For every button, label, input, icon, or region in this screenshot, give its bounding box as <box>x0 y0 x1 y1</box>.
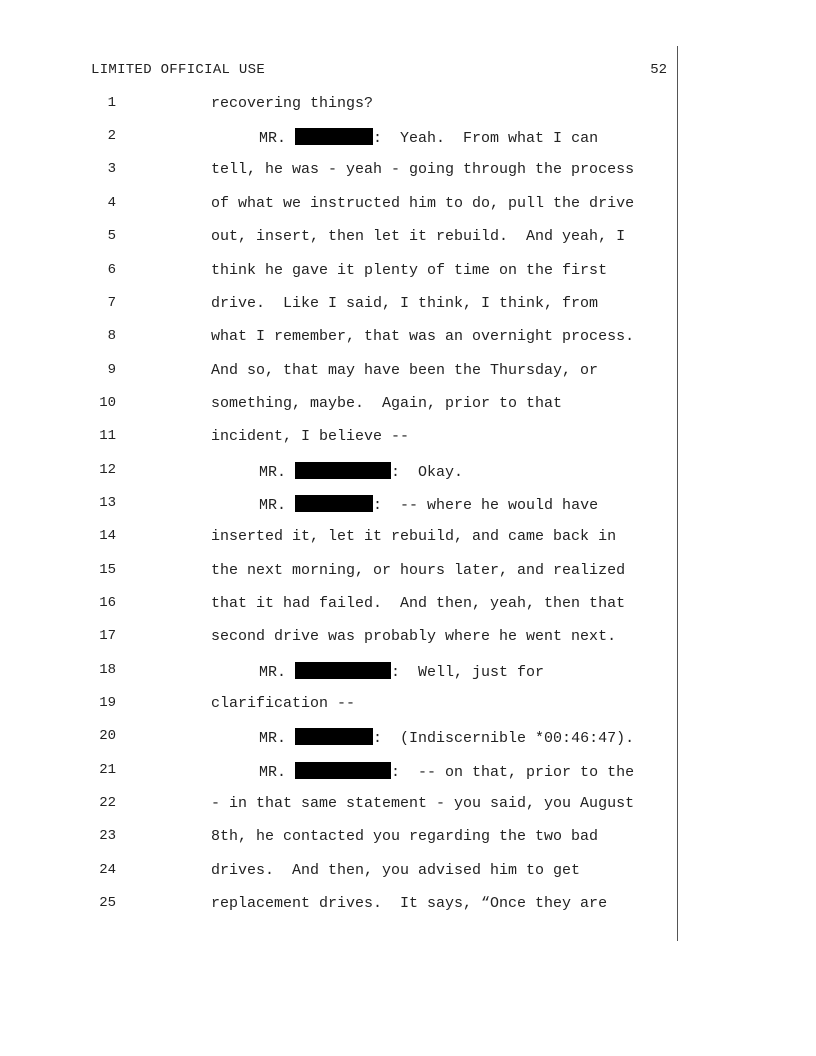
redaction-box <box>295 762 391 779</box>
speaker-line <box>259 128 598 147</box>
line-number: 6 <box>107 262 116 278</box>
speaker-prefix: MR. <box>259 764 287 781</box>
transcript-line <box>0 895 816 915</box>
line-text: incident, I believe -- <box>211 428 410 445</box>
line-number: 2 <box>107 128 116 144</box>
line-number: 5 <box>107 228 116 244</box>
line-text: clarification -- <box>211 695 356 712</box>
transcript-line <box>0 728 816 748</box>
transcript-line <box>0 695 816 715</box>
transcript-line <box>0 828 816 848</box>
line-text: inserted it, let it rebuild, and came back in <box>211 528 617 545</box>
line-text: tell, he was - yeah - going through the process <box>211 161 635 178</box>
line-number: 17 <box>99 628 116 644</box>
transcript-line <box>0 161 816 181</box>
speaker-remark: : Okay. <box>391 464 464 481</box>
transcript-line <box>0 128 816 148</box>
line-number: 19 <box>99 695 116 711</box>
line-text: think he gave it plenty of time on the first <box>211 262 608 279</box>
speaker-remark: : -- where he would have <box>373 497 599 514</box>
line-number: 23 <box>99 828 116 844</box>
speaker-line <box>259 662 544 681</box>
transcript-line <box>0 262 816 282</box>
line-text: drives. And then, you advised him to get <box>211 862 581 879</box>
line-number: 22 <box>99 795 116 811</box>
line-text: of what we instructed him to do, pull the drive <box>211 195 635 212</box>
line-number: 15 <box>99 562 116 578</box>
line-number: 24 <box>99 862 116 878</box>
speaker-prefix: MR. <box>259 664 287 681</box>
transcript-line <box>0 195 816 215</box>
line-number: 4 <box>107 195 116 211</box>
transcript-line <box>0 562 816 582</box>
speaker-remark: : (Indiscernible *00:46:47). <box>373 730 635 747</box>
transcript-line <box>0 295 816 315</box>
line-number: 14 <box>99 528 116 544</box>
line-number: 16 <box>99 595 116 611</box>
line-text: And so, that may have been the Thursday, or <box>211 362 599 379</box>
transcript-line <box>0 395 816 415</box>
line-number: 3 <box>107 161 116 177</box>
transcript-line <box>0 762 816 782</box>
line-text: 8th, he contacted you regarding the two bad <box>211 828 599 845</box>
redaction-box <box>295 728 373 745</box>
speaker-remark: : -- on that, prior to the <box>391 764 635 781</box>
line-number: 1 <box>107 95 116 111</box>
transcript-line <box>0 495 816 515</box>
line-text: what I remember, that was an overnight process. <box>211 328 635 345</box>
redaction-box <box>295 662 391 679</box>
line-number: 7 <box>107 295 116 311</box>
speaker-prefix: MR. <box>259 130 287 147</box>
speaker-remark: : Yeah. From what I can <box>373 130 599 147</box>
line-text: second drive was probably where he went next. <box>211 628 617 645</box>
transcript-line <box>0 528 816 548</box>
page-number: 52 <box>650 62 667 78</box>
transcript-line <box>0 228 816 248</box>
line-number: 12 <box>99 462 116 478</box>
transcript-line <box>0 462 816 482</box>
transcript-line <box>0 328 816 348</box>
speaker-prefix: MR. <box>259 497 287 514</box>
speaker-line <box>259 728 634 747</box>
page-header-title: LIMITED OFFICIAL USE <box>91 62 266 78</box>
line-number: 10 <box>99 395 116 411</box>
line-number: 21 <box>99 762 116 778</box>
line-text: drive. Like I said, I think, I think, from <box>211 295 599 312</box>
speaker-line <box>259 495 598 514</box>
transcript-line <box>0 795 816 815</box>
speaker-remark: : Well, just for <box>391 664 545 681</box>
speaker-prefix: MR. <box>259 730 287 747</box>
line-number: 25 <box>99 895 116 911</box>
line-text: that it had failed. And then, yeah, then that <box>211 595 626 612</box>
redaction-box <box>295 462 391 479</box>
transcript-line <box>0 362 816 382</box>
line-text: - in that same statement - you said, you August <box>211 795 635 812</box>
line-text: the next morning, or hours later, and realized <box>211 562 626 579</box>
transcript-line <box>0 95 816 115</box>
line-number: 18 <box>99 662 116 678</box>
speaker-line <box>259 462 463 481</box>
line-text: something, maybe. Again, prior to that <box>211 395 563 412</box>
line-number: 13 <box>99 495 116 511</box>
line-text: replacement drives. It says, “Once they are <box>211 895 608 912</box>
line-text: recovering things? <box>211 95 374 112</box>
redaction-box <box>295 495 373 512</box>
line-number: 9 <box>107 362 116 378</box>
line-number: 20 <box>99 728 116 744</box>
transcript-line <box>0 862 816 882</box>
transcript-line <box>0 595 816 615</box>
line-number: 11 <box>99 428 116 444</box>
line-text: out, insert, then let it rebuild. And yeah, I <box>211 228 626 245</box>
transcript-line <box>0 662 816 682</box>
speaker-prefix: MR. <box>259 464 287 481</box>
transcript-line <box>0 428 816 448</box>
speaker-line <box>259 762 634 781</box>
line-number: 8 <box>107 328 116 344</box>
redaction-box <box>295 128 373 145</box>
transcript-line <box>0 628 816 648</box>
